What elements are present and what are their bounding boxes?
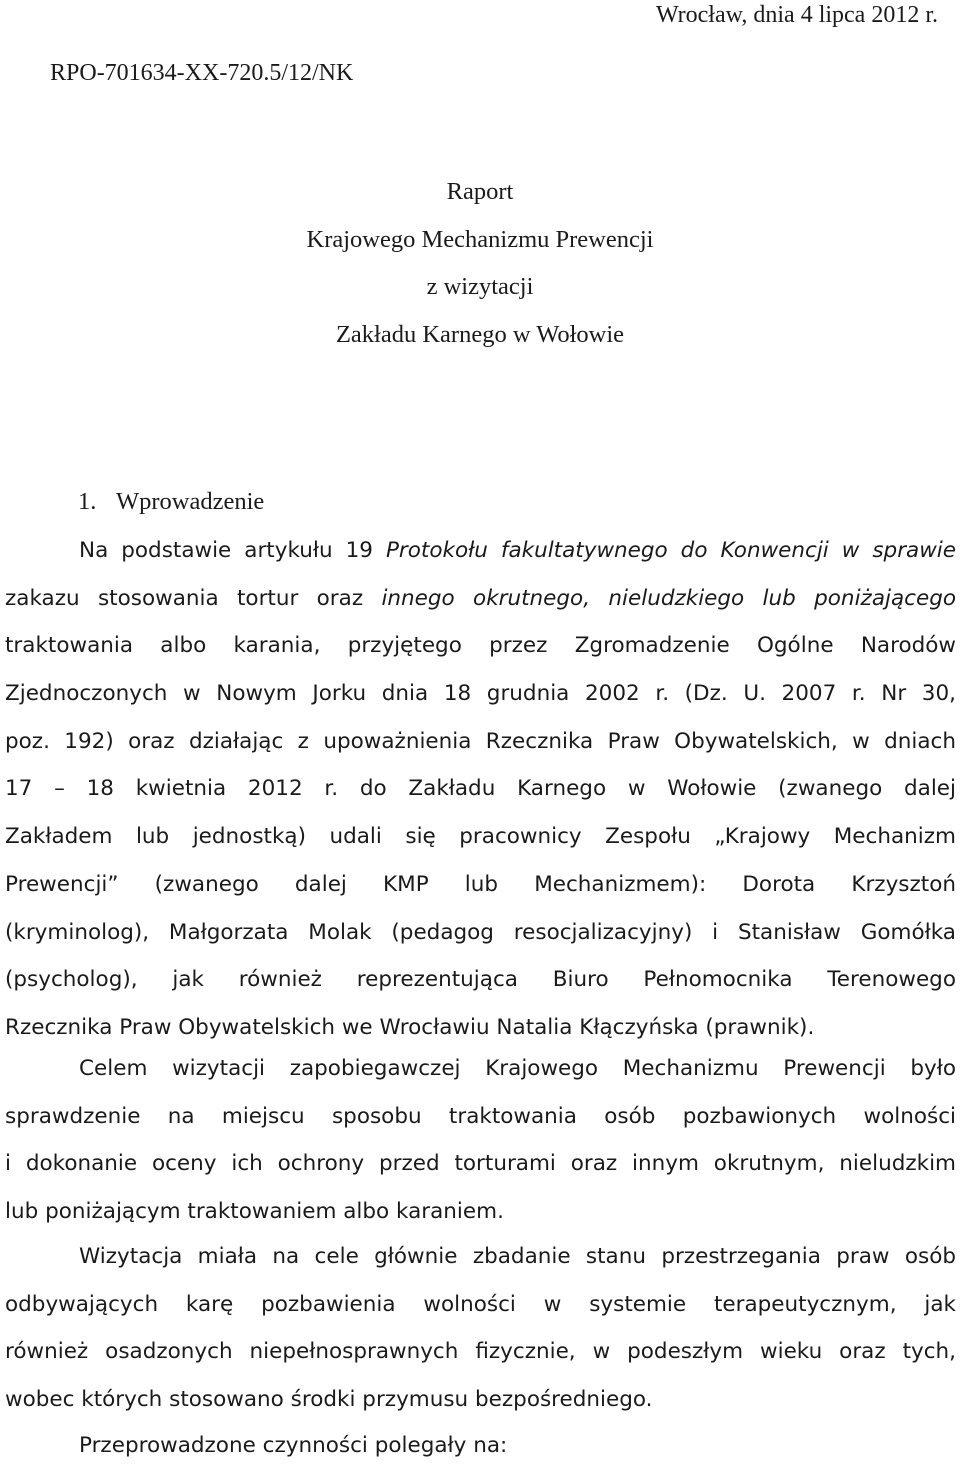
paragraph-line: i dokonanie oceny ich ochrony przed torturami oraz innym okrutnym, nieludzkim	[5, 1151, 956, 1177]
paragraph-line: Zakładem lub jednostką) udali się pracownicy Zespołu „Krajowy Mechanizm	[5, 824, 956, 850]
paragraph-activities	[5, 1422, 956, 1470]
paragraph-line: Przeprowadzone czynności polegały na:	[79, 1433, 508, 1458]
paragraph-purpose	[5, 1045, 956, 1236]
paragraph-line: Celem wizytacji zapobiegawczej Krajowego Mechanizmu Prewencji było	[79, 1056, 956, 1081]
section-heading	[78, 487, 264, 517]
section-title: Wprowadzenie	[116, 488, 265, 515]
report-title: Raport	[446, 178, 514, 205]
paragraph-scope	[5, 1233, 956, 1424]
report-title-facility: Zakładu Karnego w Wołowie	[335, 321, 625, 348]
paragraph-line: sprawdzenie na miejscu sposobu traktowania osób pozbawionych wolności	[5, 1103, 956, 1129]
paragraph-line: Zjednoczonych w Nowym Jorku dnia 18 grudnia 2002 r. (Dz. U. 2007 r. Nr 30,	[5, 681, 956, 707]
paragraph-line: odbywających karę pozbawienia wolności w systemie terapeutycznym, jak	[5, 1291, 956, 1317]
report-title-visit: z wizytacji	[426, 273, 534, 300]
paragraph-line: zakazu stosowania tortur oraz innego okrutnego, nieludzkiego lub poniżającego	[5, 585, 956, 611]
paragraph-line: (kryminolog), Małgorzata Molak (pedagog resocjalizacyjny) i Stanisław Gomółka	[5, 919, 956, 945]
paragraph-line: lub poniżającym traktowaniem albo karaniem.	[5, 1199, 504, 1225]
paragraph-line: 17 – 18 kwietnia 2012 r. do Zakładu Karnego w Wołowie (zwanego dalej	[5, 776, 956, 802]
paragraph-line: wobec których stosowano środki przymusu bezpośredniego.	[5, 1387, 653, 1413]
paragraph-introduction	[5, 527, 956, 1052]
paragraph-line: również osadzonych niepełnosprawnych fizycznie, w podeszłym wieku oraz tych,	[5, 1339, 956, 1365]
section-number: 1.	[78, 488, 97, 515]
document-date: Wrocław, dnia 4 lipca 2012 r.	[655, 2, 938, 28]
report-title-mechanism: Krajowego Mechanizmu Prewencji	[306, 226, 654, 253]
paragraph-line: (psycholog), jak również reprezentująca Biuro Pełnomocnika Terenowego	[5, 967, 956, 993]
paragraph-line: Prewencji” (zwanego dalej KMP lub Mechanizmem): Dorota Krzysztoń	[5, 871, 956, 897]
reference-number: RPO-701634-XX-720.5/12/NK	[50, 60, 354, 86]
paragraph-line: traktowania albo karania, przyjętego przez Zgromadzenie Ogólne Narodów	[5, 633, 956, 659]
paragraph-line: Na podstawie artykułu 19 Protokołu fakultatywnego do Konwencji w sprawie	[79, 538, 956, 563]
paragraph-line: poz. 192) oraz działając z upoważnienia Rzecznika Praw Obywatelskich, w dniach	[5, 728, 956, 754]
paragraph-line: Wizytacja miała na cele głównie zbadanie stanu przestrzegania praw osób	[79, 1244, 956, 1269]
paragraph-line: Rzecznika Praw Obywatelskich we Wrocławiu Natalia Kłączyńska (prawnik).	[5, 1014, 815, 1040]
